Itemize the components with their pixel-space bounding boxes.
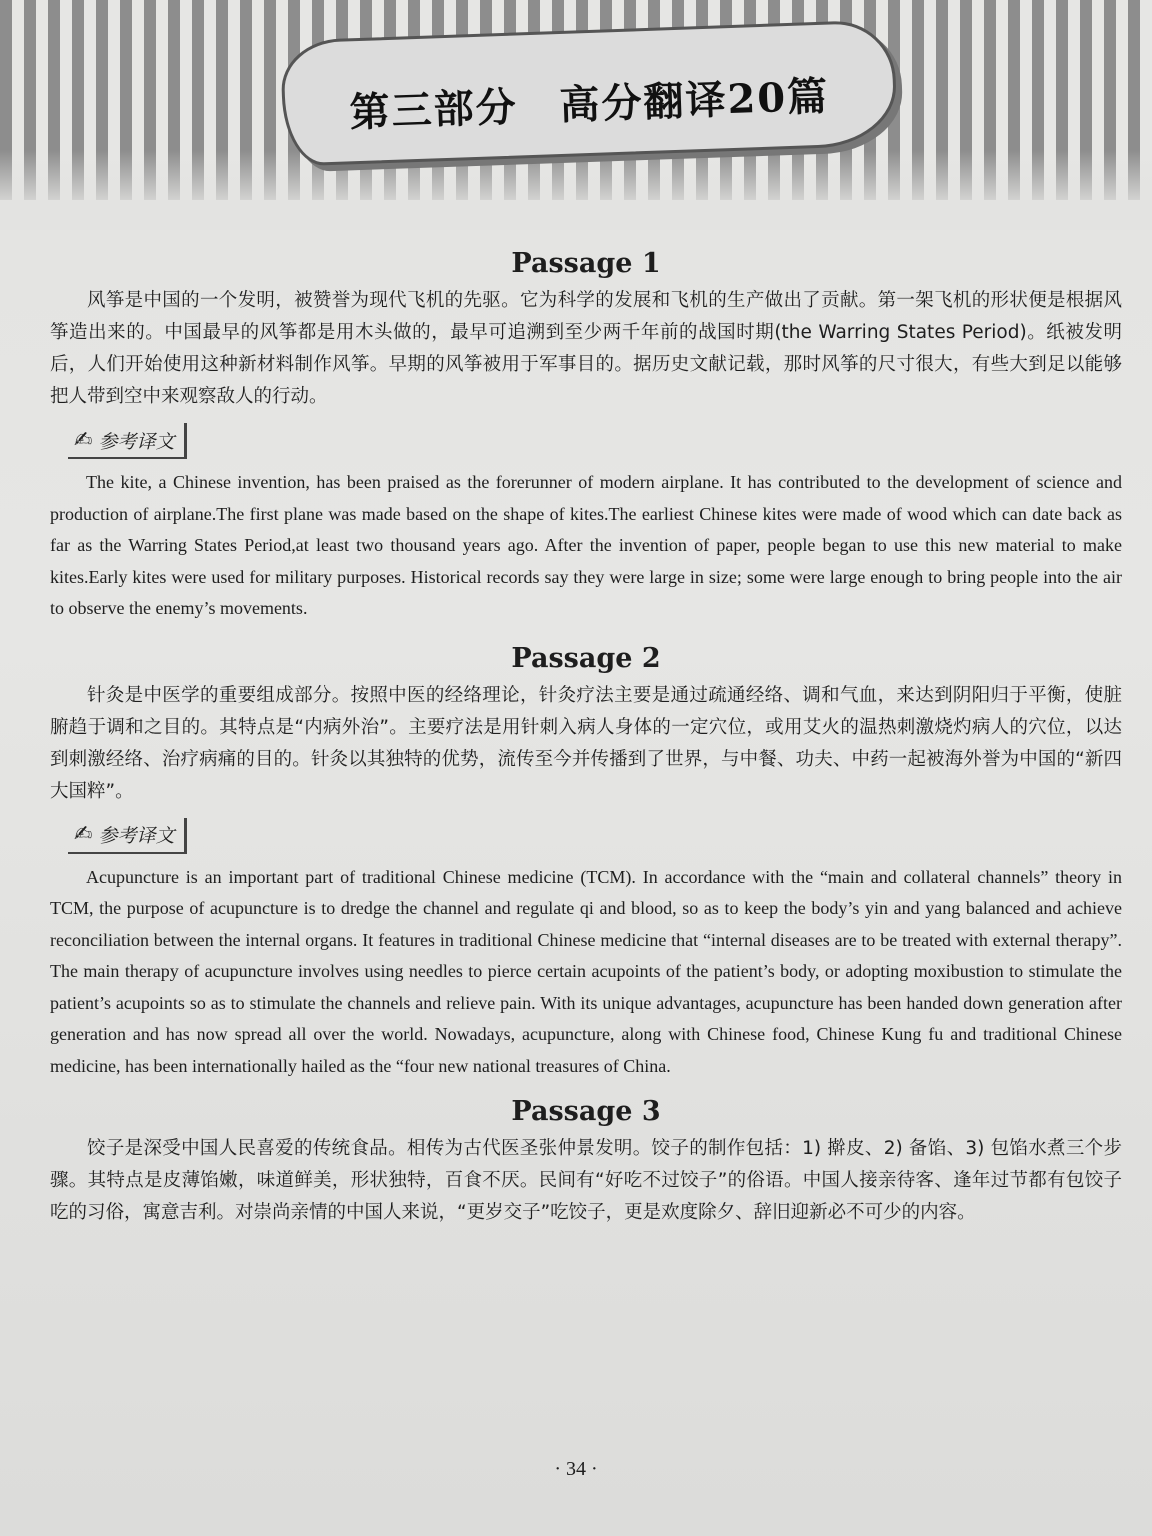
page-number: · 34 · [554,1458,598,1480]
section-title: 第三部分 高分翻译20篇 [348,72,830,137]
passage-3 [50,1096,1122,1229]
book-pen-icon: ✍ [74,427,93,453]
reference-translation-label: ✍ 参考译文 [68,423,187,459]
section-banner [280,19,898,166]
reference-translation-label: ✍ 参考译文 [68,818,187,854]
book-pen-icon: ✍ [74,822,93,847]
english-translation: Acupuncture is an important part of traditional Chinese medicine (TCM). In accordance with the “main and collateral channels” theory in TCM, the purpose of acupuncture is to dredge the channel and regulate qi and blood, so as to keep the body’s yin and yang balanced and achieve reconciliation between the internal organs. It features in traditional Chinese medicine that “internal diseases are to be treated with external therapy”. The main therapy of acupuncture involves using needles to pierce certain acupoints of the patient’s body, or adopting moxibustion to stimulate the patient’s acupoints so as to stimulate the channels and relieve pain. With its unique advantages, acupuncture has been handed down generation after generation and has now spread all over the world. Nowadays, acupuncture, along with Chinese food, Chinese Kung fu and traditional Chinese medicine, has been internationally hailed as the “four new national treasures of China. [50,866,1122,1076]
passage-title: Passage 2 [511,642,661,674]
passage-title: Passage 1 [511,248,661,279]
page-content [50,248,1122,1239]
english-translation: The kite, a Chinese invention, has been praised as the forerunner of modern airplane. It has contributed to the development of science and production of airplane.The first plane was made based on the shape of kites.The earliest Chinese kites were made of wood which can date back as far as the Warring States Period,at least two thousand years ago. After the invention of paper, people began to use this new material to make kites.Early kites were used for military purposes. Historical records say they were large in size; some were large enough to bring people into the air to observe the enemy’s movements. [50,472,1122,618]
passage-1 [50,248,1122,625]
passage-2 [50,643,1122,1083]
chinese-text: 风筝是中国的一个发明，被赞誉为现代飞机的先驱。它为科学的发展和飞机的生产做出了贡献。第一架飞机的形状便是根据风筝造出来的。中国最早的风筝都是用木头做的，最早可追溯到至少两千年前的战国时期(the Warring States Period)。纸被发明后，人们开始使用这种新材料制作风筝。早期的风筝被用于军事目的。据历史文献记载，那时风筝的尺寸很大，有些大到足以能够把人带到空中来观察敌人的行动。 [50,290,1122,407]
chinese-text: 针灸是中医学的重要组成部分。按照中医的经络理论，针灸疗法主要是通过疏通经络、调和气血，来达到阴阳归于平衡，使脏腑趋于调和之目的。其特点是“内病外治”。主要疗法是用针刺入病人身体的一定穴位，或用艾火的温热刺激烧灼病人的穴位，以达到刺激经络、治疗病痛的目的。针灸以其独特的优势，流传至今并传播到了世界，与中餐、功夫、中药一起被海外誉为中国的“新四大国粹”。 [50,684,1122,802]
chinese-text: 饺子是深受中国人民喜爱的传统食品。相传为古代医圣张仲景发明。饺子的制作包括：1) 擀皮、2) 备馅、3) 包馅水煮三个步骤。其特点是皮薄馅嫩，味道鲜美，形状独特，百食不厌。民间有“好吃不过饺子”的俗语。中国人接亲待客、逢年过节都有包饺子吃的习俗，寓意吉利。对崇尚亲情的中国人来说，“更岁交子”吃饺子，更是欢度除夕、辞旧迎新必不可少的内容。 [50,1138,1122,1223]
passage-title: Passage 3 [511,1096,661,1127]
